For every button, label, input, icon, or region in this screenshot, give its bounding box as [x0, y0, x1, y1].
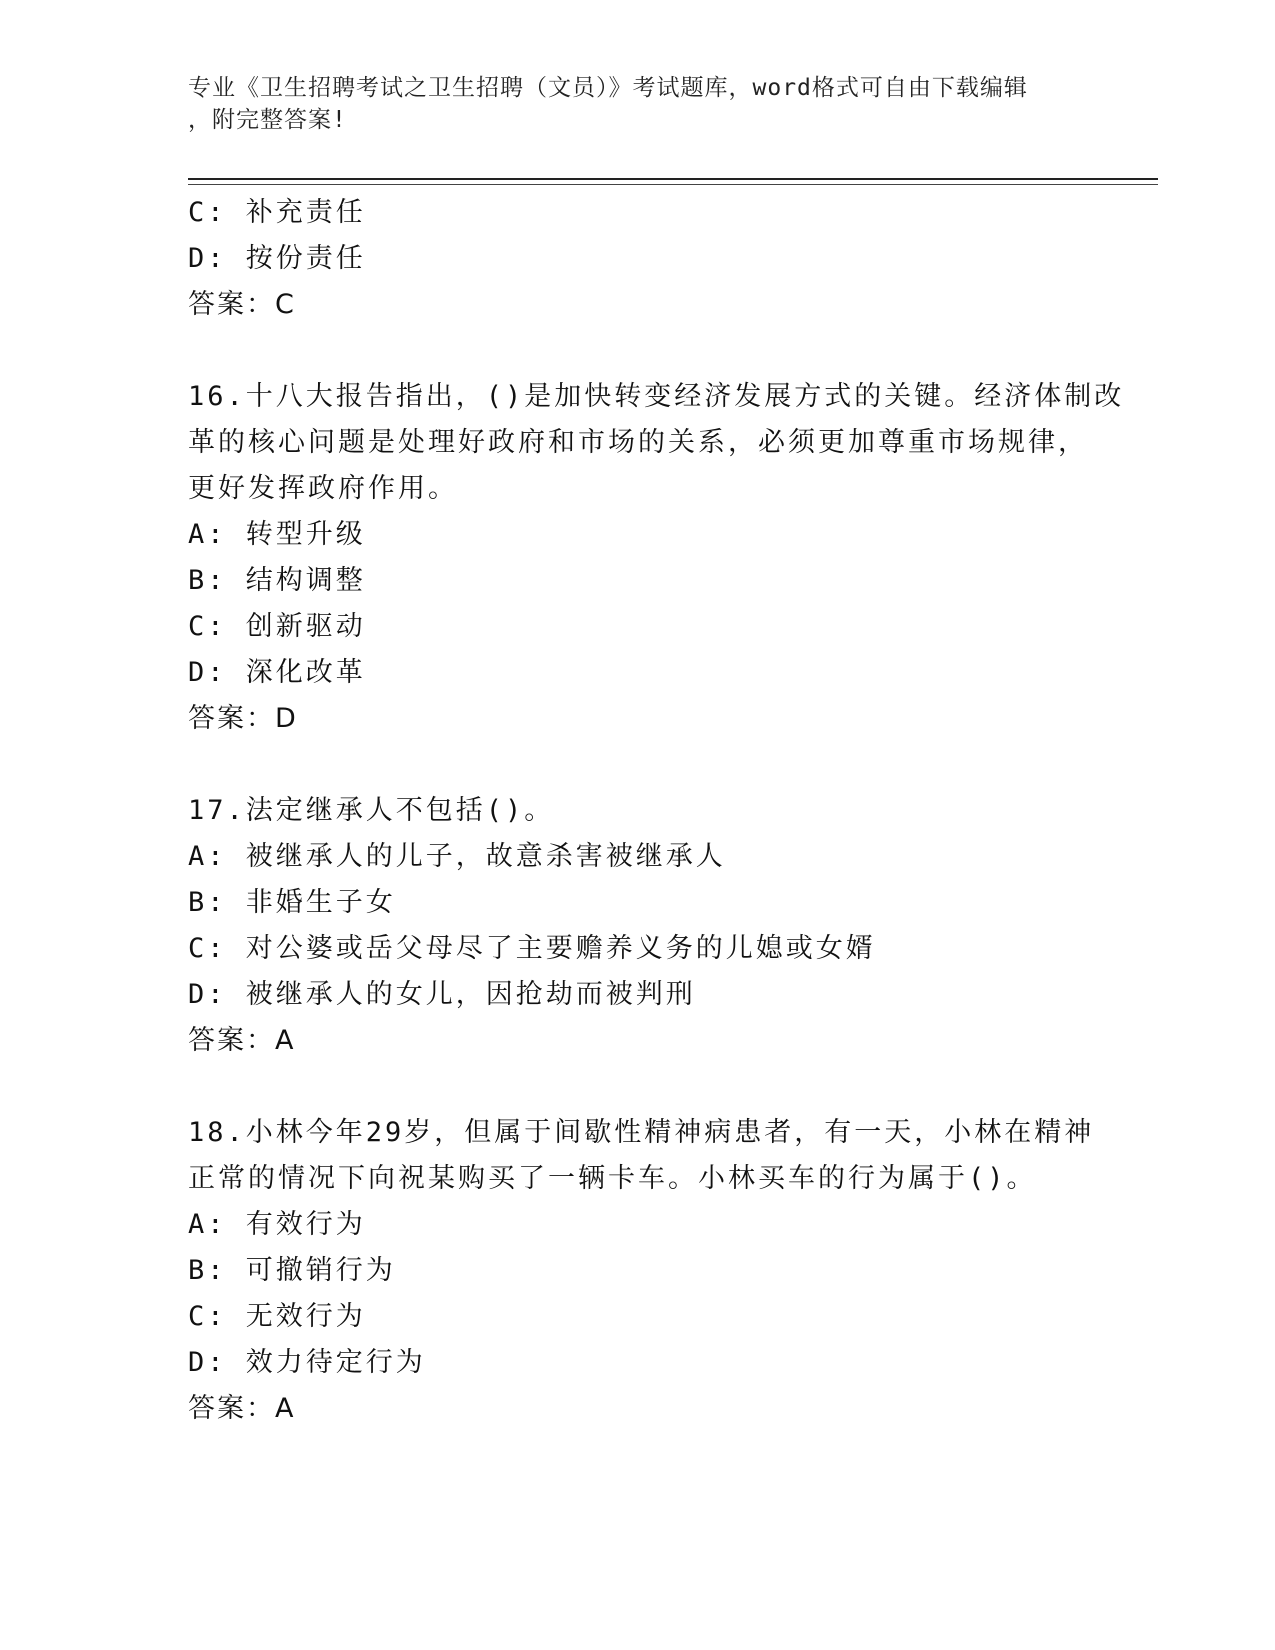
question-stem-line: 17.法定继承人不包括()。 — [188, 795, 555, 826]
question-18 — [188, 1110, 1095, 1432]
question-16 — [188, 374, 1125, 742]
header-divider-thin — [188, 184, 1158, 185]
question-stem-line: 正常的情况下向祝某购买了一辆卡车。小林买车的行为属于()。 — [188, 1163, 1037, 1194]
spacer — [188, 1064, 1088, 1110]
question-stem-line: 革的核心问题是处理好政府和市场的关系，必须更加尊重市场规律， — [188, 427, 1088, 458]
header-line-1: 专业《卫生招聘考试之卫生招聘（文员）》考试题库，word格式可自由下载编辑 — [188, 75, 1028, 101]
carryover-option-c: C: 补充责任 — [188, 197, 366, 228]
header-divider-thick — [188, 178, 1158, 180]
option-d: D: 深化改革 — [188, 657, 366, 688]
spacer — [188, 328, 1088, 374]
carryover-answer: 答案：C — [188, 289, 296, 320]
option-d: D: 效力待定行为 — [188, 1347, 426, 1378]
option-a: A: 转型升级 — [188, 519, 366, 550]
option-c: C: 无效行为 — [188, 1301, 366, 1332]
spacer — [188, 742, 1088, 788]
answer-line: 答案：D — [188, 703, 298, 734]
carryover-option-d: D: 按份责任 — [188, 243, 366, 274]
option-c: C: 对公婆或岳父母尽了主要赡养义务的儿媳或女婿 — [188, 933, 876, 964]
answer-line: 答案：A — [188, 1025, 296, 1056]
option-b: B: 可撤销行为 — [188, 1255, 396, 1286]
question-stem-line: 16.十八大报告指出，()是加快转变经济发展方式的关键。经济体制改 — [188, 381, 1125, 412]
option-b: B: 结构调整 — [188, 565, 366, 596]
document-header — [188, 72, 1088, 136]
header-line-2: ，附完整答案! — [188, 107, 347, 133]
option-a: A: 有效行为 — [188, 1209, 366, 1240]
answer-line: 答案：A — [188, 1393, 296, 1424]
option-c: C: 创新驱动 — [188, 611, 366, 642]
question-content — [188, 190, 1125, 1432]
option-a: A: 被继承人的儿子，故意杀害被继承人 — [188, 841, 726, 872]
question-17 — [188, 788, 1088, 1064]
option-d: D: 被继承人的女儿，因抢劫而被判刑 — [188, 979, 696, 1010]
question-stem-line: 更好发挥政府作用。 — [188, 473, 458, 504]
question-stem-line: 18.小林今年29岁，但属于间歇性精神病患者，有一天，小林在精神 — [188, 1117, 1095, 1148]
option-b: B: 非婚生子女 — [188, 887, 396, 918]
